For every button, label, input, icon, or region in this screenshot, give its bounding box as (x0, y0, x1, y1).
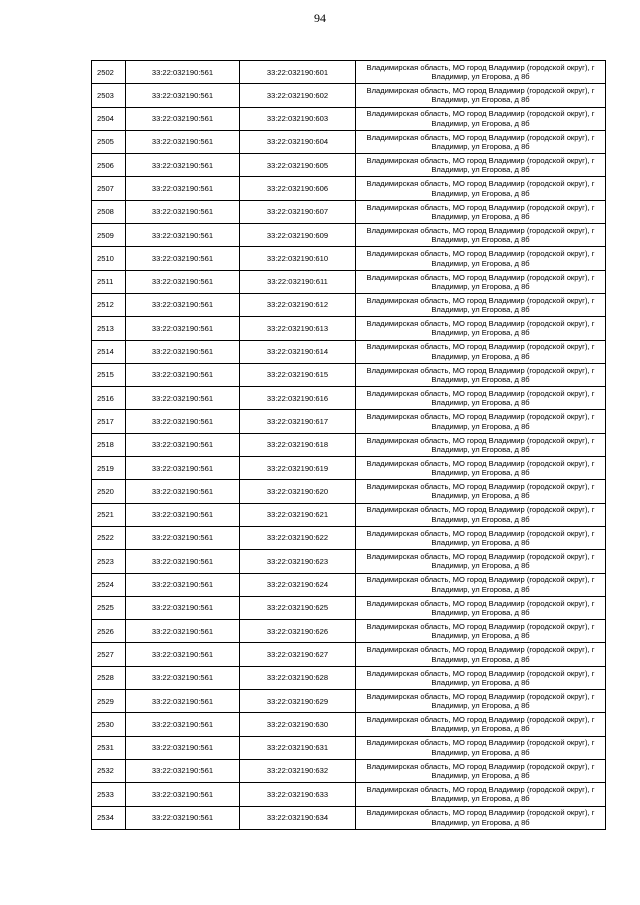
row-number-cell: 2514 (92, 340, 126, 363)
cadastral-number-cell: 33:22:032190:634 (240, 806, 356, 829)
parent-cadastral-cell: 33:22:032190:561 (126, 154, 240, 177)
cadastral-number-cell: 33:22:032190:615 (240, 363, 356, 386)
parent-cadastral-cell: 33:22:032190:561 (126, 293, 240, 316)
row-number-cell: 2508 (92, 200, 126, 223)
address-cell: Владимирская область, МО город Владимир (городской округ), г Владимир, ул Егорова, д 8б (356, 736, 606, 759)
table-row (92, 526, 606, 549)
parent-cadastral-cell: 33:22:032190:561 (126, 410, 240, 433)
parent-cadastral-cell: 33:22:032190:561 (126, 224, 240, 247)
cadastral-number-cell: 33:22:032190:625 (240, 596, 356, 619)
table-row (92, 503, 606, 526)
parent-cadastral-cell: 33:22:032190:561 (126, 620, 240, 643)
row-number-cell: 2532 (92, 759, 126, 782)
cadastral-number-cell: 33:22:032190:602 (240, 84, 356, 107)
row-number-cell: 2531 (92, 736, 126, 759)
cadastral-number-cell: 33:22:032190:614 (240, 340, 356, 363)
address-cell: Владимирская область, МО город Владимир (городской округ), г Владимир, ул Егорова, д 8б (356, 620, 606, 643)
cadastral-number-cell: 33:22:032190:629 (240, 690, 356, 713)
cadastral-number-cell: 33:22:032190:627 (240, 643, 356, 666)
row-number-cell: 2523 (92, 550, 126, 573)
table-row (92, 130, 606, 153)
cadastral-number-cell: 33:22:032190:621 (240, 503, 356, 526)
address-cell: Владимирская область, МО город Владимир (городской округ), г Владимир, ул Егорова, д 8б (356, 596, 606, 619)
cadastral-number-cell: 33:22:032190:623 (240, 550, 356, 573)
cadastral-number-cell: 33:22:032190:617 (240, 410, 356, 433)
address-cell: Владимирская область, МО город Владимир (городской округ), г Владимир, ул Егорова, д 8б (356, 247, 606, 270)
row-number-cell: 2529 (92, 690, 126, 713)
address-cell: Владимирская область, МО город Владимир (городской округ), г Владимир, ул Егорова, д 8б (356, 480, 606, 503)
row-number-cell: 2513 (92, 317, 126, 340)
address-cell: Владимирская область, МО город Владимир (городской округ), г Владимир, ул Егорова, д 8б (356, 550, 606, 573)
row-number-cell: 2530 (92, 713, 126, 736)
row-number-cell: 2503 (92, 84, 126, 107)
parent-cadastral-cell: 33:22:032190:561 (126, 759, 240, 782)
row-number-cell: 2518 (92, 433, 126, 456)
cadastral-number-cell: 33:22:032190:612 (240, 293, 356, 316)
row-number-cell: 2507 (92, 177, 126, 200)
row-number-cell: 2524 (92, 573, 126, 596)
table-row (92, 783, 606, 806)
cadastral-number-cell: 33:22:032190:626 (240, 620, 356, 643)
row-number-cell: 2521 (92, 503, 126, 526)
address-cell: Владимирская область, МО город Владимир (городской округ), г Владимир, ул Егорова, д 8б (356, 317, 606, 340)
cadastral-number-cell: 33:22:032190:616 (240, 387, 356, 410)
address-cell: Владимирская область, МО город Владимир (городской округ), г Владимир, ул Егорова, д 8б (356, 690, 606, 713)
parent-cadastral-cell: 33:22:032190:561 (126, 457, 240, 480)
parent-cadastral-cell: 33:22:032190:561 (126, 247, 240, 270)
parent-cadastral-cell: 33:22:032190:561 (126, 130, 240, 153)
table-row (92, 270, 606, 293)
parent-cadastral-cell: 33:22:032190:561 (126, 783, 240, 806)
address-cell: Владимирская область, МО город Владимир (городской округ), г Владимир, ул Егорова, д 8б (356, 107, 606, 130)
address-cell: Владимирская область, МО город Владимир (городской округ), г Владимир, ул Егорова, д 8б (356, 457, 606, 480)
parent-cadastral-cell: 33:22:032190:561 (126, 340, 240, 363)
cadastral-number-cell: 33:22:032190:601 (240, 61, 356, 84)
address-cell: Владимирская область, МО город Владимир (городской округ), г Владимир, ул Егорова, д 8б (356, 270, 606, 293)
cadastral-number-cell: 33:22:032190:622 (240, 526, 356, 549)
parent-cadastral-cell: 33:22:032190:561 (126, 61, 240, 84)
table-row (92, 596, 606, 619)
page-number: 94 (314, 11, 326, 25)
address-cell: Владимирская область, МО город Владимир (городской округ), г Владимир, ул Егорова, д 8б (356, 130, 606, 153)
table-row (92, 620, 606, 643)
cadastral-number-cell: 33:22:032190:607 (240, 200, 356, 223)
row-number-cell: 2527 (92, 643, 126, 666)
parent-cadastral-cell: 33:22:032190:561 (126, 596, 240, 619)
table-row (92, 177, 606, 200)
parent-cadastral-cell: 33:22:032190:561 (126, 550, 240, 573)
table-row (92, 759, 606, 782)
cadastral-number-cell: 33:22:032190:610 (240, 247, 356, 270)
table-row (92, 666, 606, 689)
address-cell: Владимирская область, МО город Владимир (городской округ), г Владимир, ул Егорова, д 8б (356, 526, 606, 549)
table-row (92, 806, 606, 829)
address-cell: Владимирская область, МО город Владимир (городской округ), г Владимир, ул Егорова, д 8б (356, 154, 606, 177)
row-number-cell: 2528 (92, 666, 126, 689)
row-number-cell: 2505 (92, 130, 126, 153)
table-row (92, 363, 606, 386)
cadastral-number-cell: 33:22:032190:603 (240, 107, 356, 130)
table-row (92, 410, 606, 433)
table-row (92, 736, 606, 759)
parent-cadastral-cell: 33:22:032190:561 (126, 433, 240, 456)
parent-cadastral-cell: 33:22:032190:561 (126, 573, 240, 596)
cadastral-number-cell: 33:22:032190:604 (240, 130, 356, 153)
address-cell: Владимирская область, МО город Владимир (городской округ), г Владимир, ул Егорова, д 8б (356, 573, 606, 596)
address-cell: Владимирская область, МО город Владимир (городской округ), г Владимир, ул Егорова, д 8б (356, 84, 606, 107)
row-number-cell: 2522 (92, 526, 126, 549)
address-cell: Владимирская область, МО город Владимир (городской округ), г Владимир, ул Егорова, д 8б (356, 293, 606, 316)
parent-cadastral-cell: 33:22:032190:561 (126, 317, 240, 340)
row-number-cell: 2516 (92, 387, 126, 410)
cadastral-number-cell: 33:22:032190:632 (240, 759, 356, 782)
row-number-cell: 2511 (92, 270, 126, 293)
cadastral-table (91, 60, 606, 830)
parent-cadastral-cell: 33:22:032190:561 (126, 690, 240, 713)
row-number-cell: 2519 (92, 457, 126, 480)
parent-cadastral-cell: 33:22:032190:561 (126, 643, 240, 666)
address-cell: Владимирская область, МО город Владимир (городской округ), г Владимир, ул Егорова, д 8б (356, 200, 606, 223)
row-number-cell: 2510 (92, 247, 126, 270)
table-row (92, 224, 606, 247)
row-number-cell: 2525 (92, 596, 126, 619)
parent-cadastral-cell: 33:22:032190:561 (126, 480, 240, 503)
address-cell: Владимирская область, МО город Владимир (городской округ), г Владимир, ул Егорова, д 8б (356, 643, 606, 666)
parent-cadastral-cell: 33:22:032190:561 (126, 666, 240, 689)
cadastral-number-cell: 33:22:032190:605 (240, 154, 356, 177)
table-row (92, 550, 606, 573)
table-row (92, 340, 606, 363)
table-row (92, 107, 606, 130)
address-cell: Владимирская область, МО город Владимир (городской округ), г Владимир, ул Егорова, д 8б (356, 503, 606, 526)
cadastral-number-cell: 33:22:032190:619 (240, 457, 356, 480)
row-number-cell: 2502 (92, 61, 126, 84)
parent-cadastral-cell: 33:22:032190:561 (126, 200, 240, 223)
table-row (92, 457, 606, 480)
row-number-cell: 2504 (92, 107, 126, 130)
row-number-cell: 2526 (92, 620, 126, 643)
parent-cadastral-cell: 33:22:032190:561 (126, 177, 240, 200)
cadastral-number-cell: 33:22:032190:618 (240, 433, 356, 456)
address-cell: Владимирская область, МО город Владимир (городской округ), г Владимир, ул Егорова, д 8б (356, 363, 606, 386)
address-cell: Владимирская область, МО город Владимир (городской округ), г Владимир, ул Егорова, д 8б (356, 783, 606, 806)
table-row (92, 690, 606, 713)
parent-cadastral-cell: 33:22:032190:561 (126, 503, 240, 526)
table-row (92, 84, 606, 107)
parent-cadastral-cell: 33:22:032190:561 (126, 270, 240, 293)
address-cell: Владимирская область, МО город Владимир (городской округ), г Владимир, ул Егорова, д 8б (356, 806, 606, 829)
address-cell: Владимирская область, МО город Владимир (городской округ), г Владимир, ул Егорова, д 8б (356, 177, 606, 200)
parent-cadastral-cell: 33:22:032190:561 (126, 713, 240, 736)
address-cell: Владимирская область, МО город Владимир (городской округ), г Владимир, ул Егорова, д 8б (356, 433, 606, 456)
row-number-cell: 2533 (92, 783, 126, 806)
address-cell: Владимирская область, МО город Владимир (городской округ), г Владимир, ул Егорова, д 8б (356, 340, 606, 363)
table-body (92, 61, 606, 830)
table-row (92, 387, 606, 410)
row-number-cell: 2509 (92, 224, 126, 247)
address-cell: Владимирская область, МО город Владимир (городской округ), г Владимир, ул Егорова, д 8б (356, 759, 606, 782)
cadastral-number-cell: 33:22:032190:624 (240, 573, 356, 596)
parent-cadastral-cell: 33:22:032190:561 (126, 526, 240, 549)
parent-cadastral-cell: 33:22:032190:561 (126, 387, 240, 410)
table-row (92, 433, 606, 456)
cadastral-number-cell: 33:22:032190:613 (240, 317, 356, 340)
parent-cadastral-cell: 33:22:032190:561 (126, 806, 240, 829)
table-row (92, 154, 606, 177)
table-row (92, 247, 606, 270)
table-row (92, 293, 606, 316)
table-row (92, 573, 606, 596)
address-cell: Владимирская область, МО город Владимир (городской округ), г Владимир, ул Егорова, д 8б (356, 387, 606, 410)
cadastral-number-cell: 33:22:032190:620 (240, 480, 356, 503)
row-number-cell: 2506 (92, 154, 126, 177)
address-cell: Владимирская область, МО город Владимир (городской округ), г Владимир, ул Егорова, д 8б (356, 224, 606, 247)
row-number-cell: 2534 (92, 806, 126, 829)
row-number-cell: 2517 (92, 410, 126, 433)
address-cell: Владимирская область, МО город Владимир (городской округ), г Владимир, ул Егорова, д 8б (356, 666, 606, 689)
cadastral-number-cell: 33:22:032190:633 (240, 783, 356, 806)
cadastral-number-cell: 33:22:032190:606 (240, 177, 356, 200)
table-row (92, 61, 606, 84)
table-row (92, 643, 606, 666)
address-cell: Владимирская область, МО город Владимир (городской округ), г Владимир, ул Егорова, д 8б (356, 713, 606, 736)
row-number-cell: 2520 (92, 480, 126, 503)
parent-cadastral-cell: 33:22:032190:561 (126, 84, 240, 107)
cadastral-number-cell: 33:22:032190:609 (240, 224, 356, 247)
table-row (92, 317, 606, 340)
address-cell: Владимирская область, МО город Владимир (городской округ), г Владимир, ул Егорова, д 8б (356, 410, 606, 433)
cadastral-number-cell: 33:22:032190:630 (240, 713, 356, 736)
table-row (92, 480, 606, 503)
cadastral-number-cell: 33:22:032190:611 (240, 270, 356, 293)
table-row (92, 200, 606, 223)
row-number-cell: 2512 (92, 293, 126, 316)
cadastral-number-cell: 33:22:032190:631 (240, 736, 356, 759)
row-number-cell: 2515 (92, 363, 126, 386)
parent-cadastral-cell: 33:22:032190:561 (126, 363, 240, 386)
cadastral-number-cell: 33:22:032190:628 (240, 666, 356, 689)
address-cell: Владимирская область, МО город Владимир (городской округ), г Владимир, ул Егорова, д 8б (356, 61, 606, 84)
parent-cadastral-cell: 33:22:032190:561 (126, 736, 240, 759)
parent-cadastral-cell: 33:22:032190:561 (126, 107, 240, 130)
table-row (92, 713, 606, 736)
